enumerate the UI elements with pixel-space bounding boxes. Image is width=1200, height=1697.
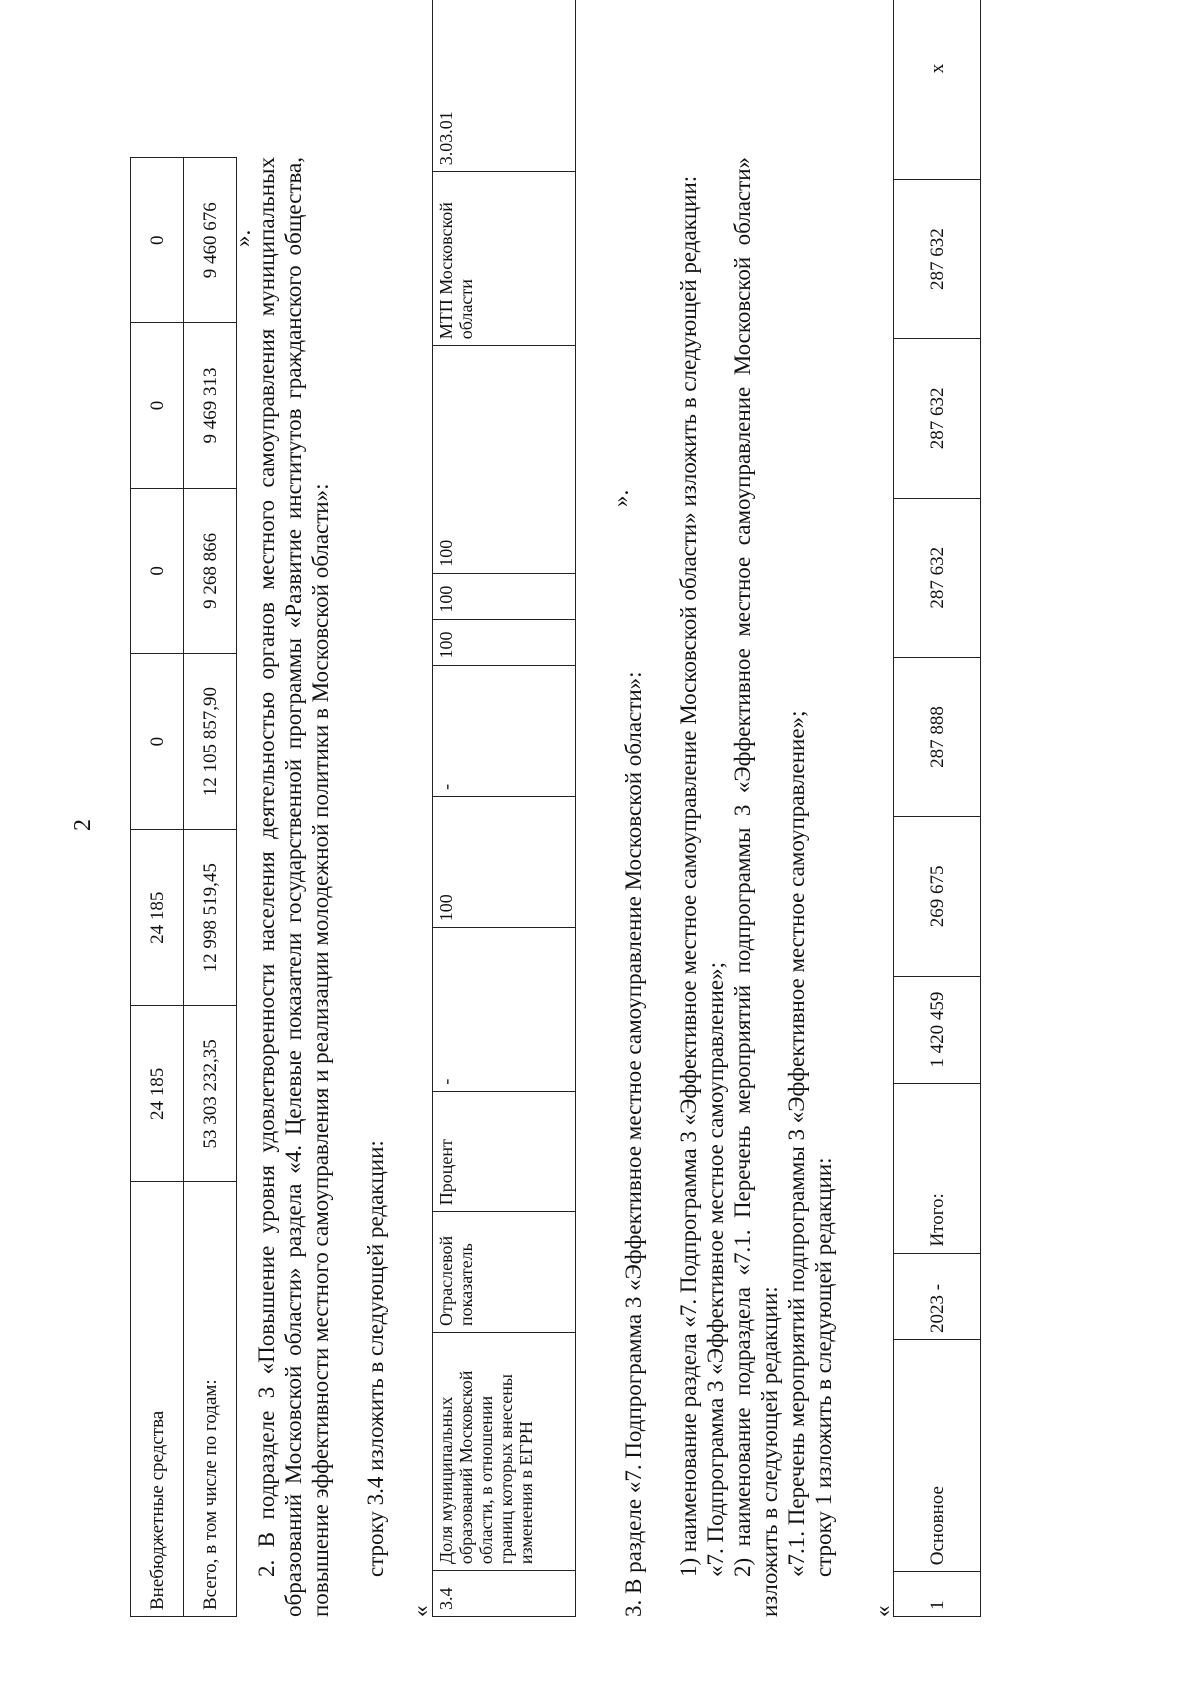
- indicator-table: [432, 0, 576, 1617]
- table-cell: 1 420 459: [894, 976, 981, 1083]
- table-cell: 1: [894, 1572, 981, 1617]
- table-cell: 100: [433, 573, 576, 619]
- table-row: [894, 0, 981, 1617]
- table-row: [131, 158, 184, 1617]
- table-cell: 2023 -: [894, 1253, 981, 1339]
- open-quote: «: [870, 1605, 895, 1617]
- table-cell: 269 675: [894, 817, 981, 976]
- table-cell: 24 185: [131, 830, 184, 1006]
- table-cell: 0: [131, 158, 184, 323]
- open-quote: «: [408, 1605, 433, 1617]
- table-row: [184, 158, 237, 1617]
- table-cell: 287 632: [894, 498, 981, 657]
- table-cell: 0: [131, 654, 184, 830]
- table-cell: Доля муниципальных образований Московской области, в отношении границ которых внесены изменения в ЕГРН: [433, 1332, 576, 1570]
- table-cell: Основное: [894, 1339, 981, 1571]
- table-cell: 287 888: [894, 657, 981, 816]
- section-3-item: «7.1. Перечень мероприятий подпрограммы 3 «Эффективное местное самоуправление»;: [784, 710, 809, 1577]
- table-cell: 287 632: [894, 179, 981, 338]
- table-cell: 24 185: [131, 1006, 184, 1182]
- table-cell: 100: [433, 346, 576, 573]
- table-cell: Отраслевой показатель: [433, 1212, 576, 1333]
- activities-table: [893, 0, 981, 1617]
- table-cell: МТП Московской области: [433, 172, 576, 346]
- table-cell: 0: [131, 323, 184, 488]
- section-3-item: 1) наименование раздела «7. Подпрограмма 3 «Эффективное местное самоуправление Московской области» изложить в следующей редакции:: [676, 175, 701, 1577]
- table-cell: Процент: [433, 1091, 576, 1212]
- section-3-items: [675, 157, 837, 1617]
- table-cell: -: [433, 928, 576, 1091]
- table-cell: x: [894, 0, 981, 179]
- table-cell: Внебюджетные средства: [131, 1182, 184, 1617]
- table-cell: 9 460 676: [184, 158, 237, 323]
- table-cell: 3.4: [433, 1571, 576, 1617]
- table-cell: 3.03.01: [433, 0, 576, 172]
- section-2-instruction: строку 3.4 изложить в следующей редакции:: [363, 1140, 388, 1577]
- section-3-item: строку 1 изложить в следующей редакции:: [811, 1157, 836, 1577]
- table-cell: 53 303 232,35: [184, 1006, 237, 1182]
- funding-table: [130, 157, 237, 1617]
- table-cell: 12 105 857,90: [184, 654, 237, 830]
- close-quote: ».: [608, 489, 633, 507]
- table-cell: Итого:: [894, 1083, 981, 1253]
- table-cell: 9 469 313: [184, 323, 237, 488]
- table-cell: 12 998 519,45: [184, 830, 237, 1006]
- table-row: [433, 0, 576, 1617]
- table-cell: 9 268 866: [184, 488, 237, 653]
- page-number: 2: [70, 819, 96, 831]
- table-cell: 100: [433, 619, 576, 665]
- section-3-item: 2) наименование подраздела «7.1. Перечень мероприятий подпрограммы 3 «Эффективное местное самоуправление Московской области» изложить в следующей редакции:: [730, 157, 782, 1617]
- section-2-text: 2. В подразделе 3 «Повышение уровня удовлетворенности населения деятельностью органов местного самоуправления муниципальных образований Московской области» раздела «4. Целевые показатели государственной программы «Развитие институтов гражданского общества, повышение эффективности местного самоуправления и реализации молодежной политики в Московской области»:: [254, 157, 333, 1617]
- table-cell: 287 632: [894, 339, 981, 498]
- table-cell: 100: [433, 796, 576, 927]
- section-3-heading: 3. В разделе «7. Подпрограмма 3 «Эффективное местное самоуправление Московской области»:: [621, 671, 646, 1617]
- section-2-paragraph: [253, 157, 334, 1617]
- table-cell: -: [433, 665, 576, 796]
- close-quote: ».: [230, 229, 255, 247]
- section-3-item: «7. Подпрограмма 3 «Эффективное местное самоуправление»;: [703, 962, 728, 1577]
- table-cell: Всего, в том числе по годам:: [184, 1182, 237, 1617]
- table-cell: 0: [131, 488, 184, 653]
